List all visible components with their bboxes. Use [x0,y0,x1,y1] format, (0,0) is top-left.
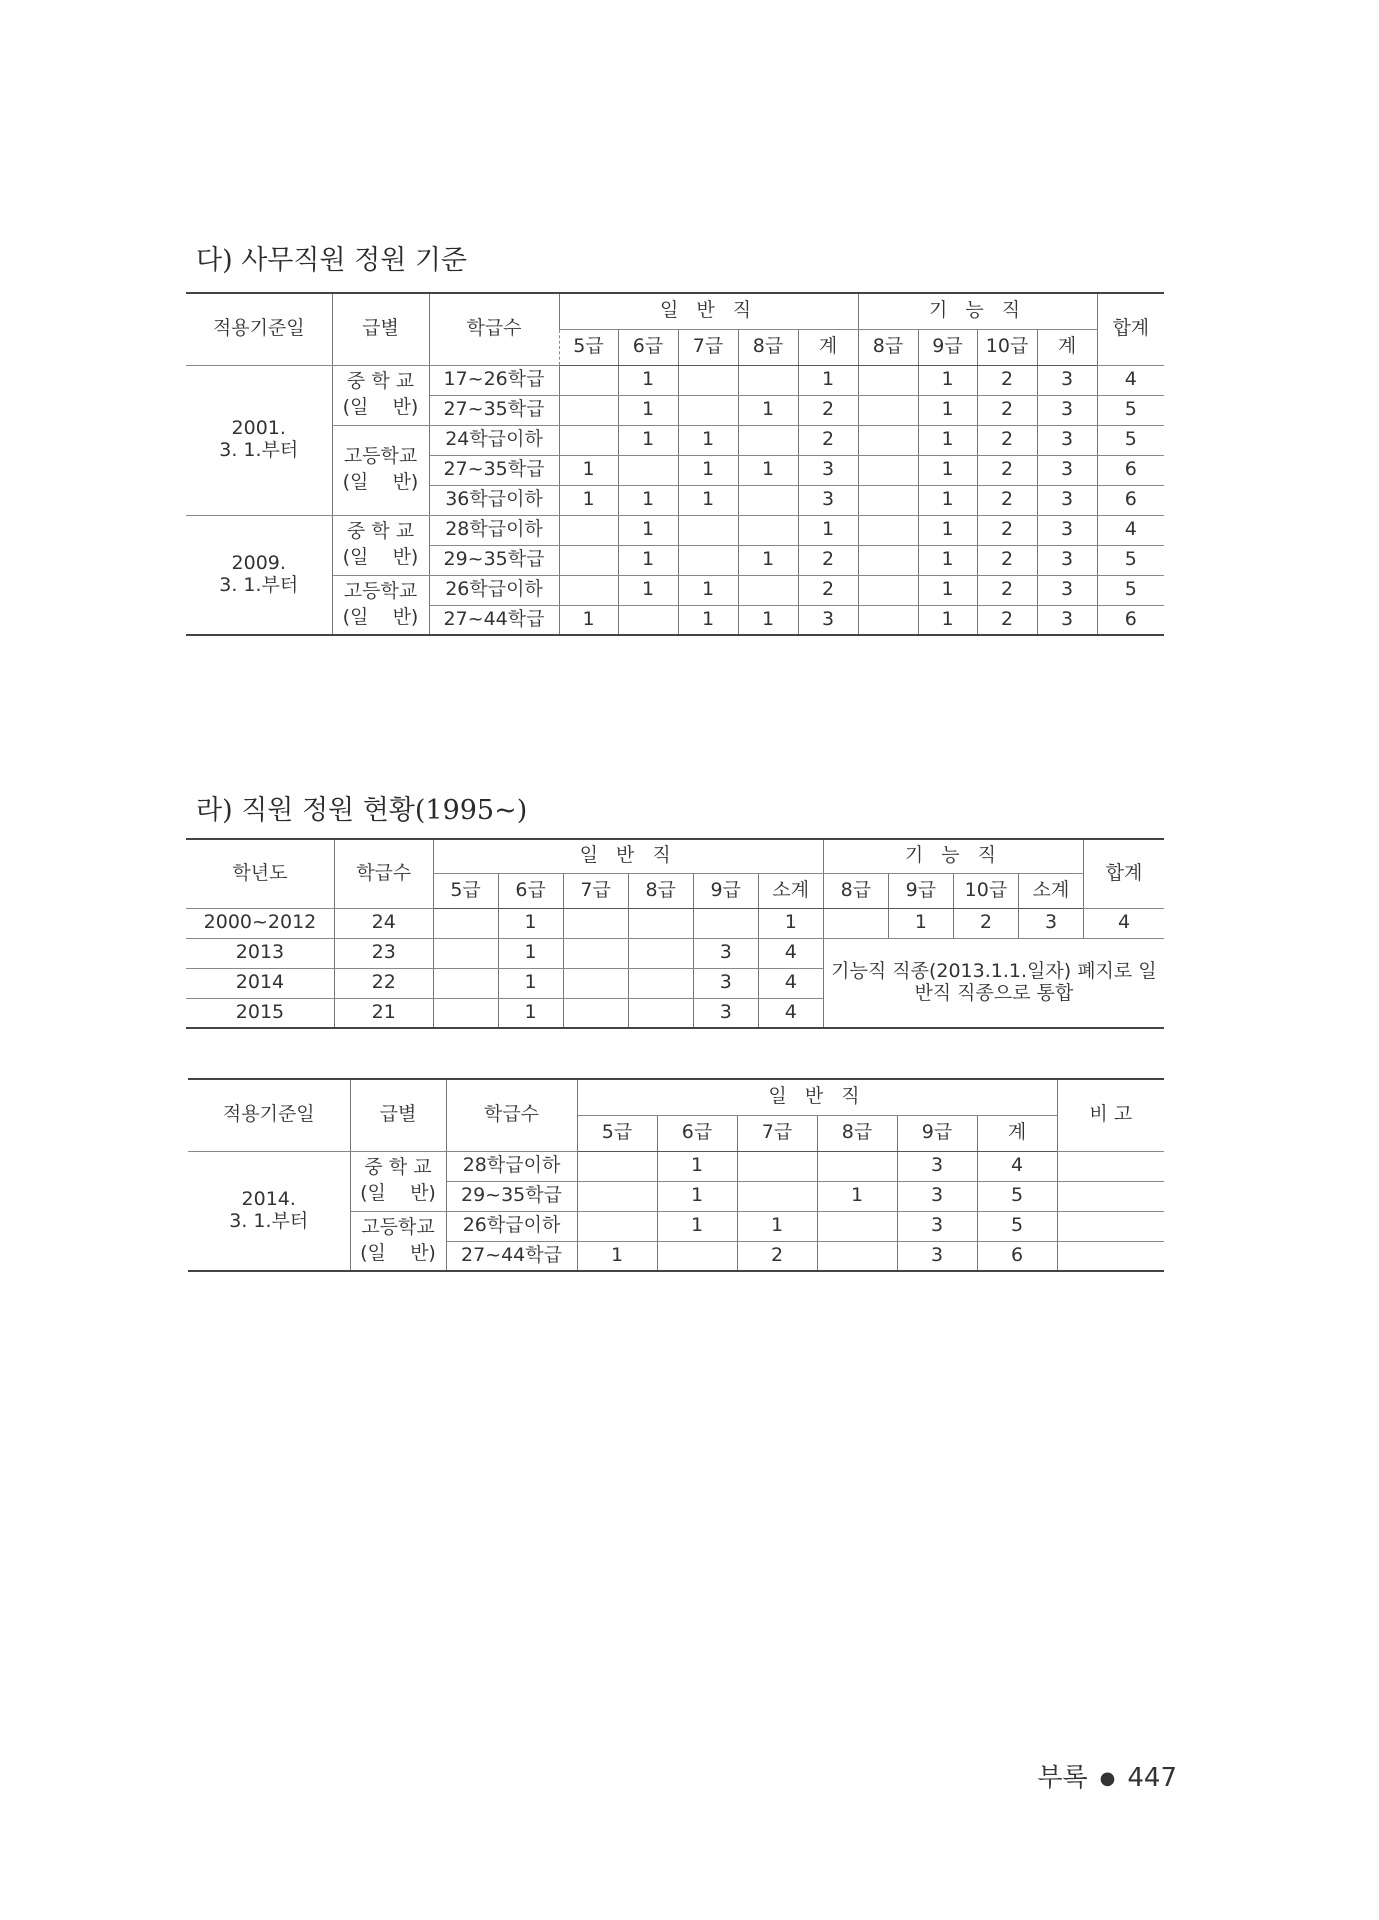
staffing-standard-2014-table [188,1078,1164,1272]
header-t-sum: 계 [1037,329,1097,365]
t8-cell [858,515,918,545]
header-t-sub: 소계 [1018,873,1083,908]
remark-cell [1057,1181,1164,1211]
t10-cell: 2 [953,908,1018,938]
header-t8: 8급 [823,873,888,908]
classes-cell: 27~35학급 [429,395,559,425]
g7-cell [737,1181,817,1211]
t9-cell: 1 [918,395,977,425]
g6-cell: 1 [498,938,563,968]
header-basis: 적용기준일 [186,293,332,365]
g5-cell [433,968,498,998]
total-cell: 6 [1097,605,1164,635]
header-g-sum: 계 [798,329,858,365]
t10-cell: 2 [977,395,1037,425]
classes-cell: 27~35학급 [429,455,559,485]
g9-cell: 3 [897,1211,977,1241]
g7-cell: 1 [678,425,738,455]
g-sum-cell: 2 [798,545,858,575]
header-g7: 7급 [563,873,628,908]
year-cell: 2000~2012 [186,908,334,938]
g-sum-cell: 5 [977,1211,1057,1241]
g8-cell [738,365,798,395]
total-cell: 5 [1097,575,1164,605]
g7-cell: 1 [678,455,738,485]
t8-cell [858,395,918,425]
g5-cell [577,1151,657,1181]
g6-cell: 1 [618,485,678,515]
section-title-da: 다) 사무직원 정원 기준 [196,245,468,276]
g9-cell: 3 [693,938,758,968]
header-g6: 6급 [618,329,678,365]
header-total: 합계 [1084,839,1164,908]
total-cell: 5 [1097,425,1164,455]
t9-cell: 1 [918,425,977,455]
t-sum-cell: 3 [1037,605,1097,635]
t8-cell [858,605,918,635]
header-general: 일 반 직 [577,1079,1057,1115]
g5-cell: 1 [559,605,618,635]
header-g6: 6급 [498,873,563,908]
classes-cell: 28학급이하 [446,1151,577,1181]
t-sub-cell: 3 [1018,908,1083,938]
g5-cell: 1 [577,1241,657,1271]
g9-cell: 3 [897,1181,977,1211]
header-grade: 급별 [332,293,429,365]
header-technical: 기 능 직 [823,839,1083,873]
g6-cell: 1 [618,395,678,425]
g9-cell: 3 [693,998,758,1028]
t8-cell [858,485,918,515]
classes-cell: 28학급이하 [429,515,559,545]
header-t9: 9급 [918,329,977,365]
g-sub-cell: 4 [758,968,823,998]
g-sub-cell: 4 [758,938,823,968]
g5-cell [559,545,618,575]
g8-cell: 1 [738,455,798,485]
header-t10: 10급 [953,873,1018,908]
table-row [186,575,1164,605]
grade-cell: 중 학 교 (일 반) [332,515,429,575]
header-g8: 8급 [628,873,693,908]
classes-cell: 27~44학급 [429,605,559,635]
g7-cell [678,515,738,545]
classes-cell: 24 [334,908,433,938]
classes-cell: 26학급이하 [429,575,559,605]
grade-cell: 고등학교 (일 반) [332,425,429,515]
g6-cell: 1 [498,968,563,998]
header-g8: 8급 [738,329,798,365]
t9-cell: 1 [918,365,977,395]
g7-cell [678,395,738,425]
g-sum-cell: 2 [798,575,858,605]
g5-cell [559,365,618,395]
classes-cell: 29~35학급 [446,1181,577,1211]
g7-cell [678,545,738,575]
g5-cell [577,1211,657,1241]
g6-cell [618,605,678,635]
g8-cell [817,1241,897,1271]
header-classes: 학급수 [446,1079,577,1151]
t9-cell: 1 [918,575,977,605]
header-total: 합계 [1097,293,1164,365]
t-sum-cell: 3 [1037,485,1097,515]
total-cell: 6 [1097,485,1164,515]
t9-cell: 1 [918,515,977,545]
header-year: 학년도 [186,839,334,908]
g-sum-cell: 5 [977,1181,1057,1211]
g-sum-cell: 3 [798,455,858,485]
g-sub-cell: 1 [758,908,823,938]
g8-cell [817,1211,897,1241]
t8-cell [858,425,918,455]
total-cell: 4 [1084,908,1164,938]
t9-cell: 1 [918,485,977,515]
t10-cell: 2 [977,605,1037,635]
table-row [186,515,1164,545]
g9-cell: 3 [897,1151,977,1181]
header-g5: 5급 [433,873,498,908]
g8-cell [738,425,798,455]
merge-note: 기능직 직종(2013.1.1.일자) 폐지로 일반직 직종으로 통합 [823,938,1164,1028]
g9-cell: 3 [693,968,758,998]
total-cell: 5 [1097,395,1164,425]
classes-cell: 21 [334,998,433,1028]
g7-cell [737,1151,817,1181]
g8-cell [628,938,693,968]
g9-cell: 3 [897,1241,977,1271]
classes-cell: 23 [334,938,433,968]
g6-cell: 1 [498,998,563,1028]
t9-cell: 1 [918,605,977,635]
t-sum-cell: 3 [1037,515,1097,545]
g7-cell: 2 [737,1241,817,1271]
g-sum-cell: 2 [798,395,858,425]
page-footer [1037,1757,1177,1794]
t8-cell [858,365,918,395]
header-g-sub: 소계 [758,873,823,908]
g-sum-cell: 3 [798,485,858,515]
t10-cell: 2 [977,425,1037,455]
g5-cell [433,998,498,1028]
classes-cell: 24학급이하 [429,425,559,455]
g5-cell [433,908,498,938]
header-grade: 급별 [350,1079,446,1151]
g-sum-cell: 4 [977,1151,1057,1181]
header-g9: 9급 [897,1115,977,1151]
header-g-sum: 계 [977,1115,1057,1151]
t-sum-cell: 3 [1037,455,1097,485]
bullet-icon: ● [1099,1768,1116,1789]
g8-cell [628,998,693,1028]
g-sum-cell: 1 [798,365,858,395]
classes-cell: 36학급이하 [429,485,559,515]
g5-cell [559,575,618,605]
g5-cell [433,938,498,968]
remark-cell [1057,1151,1164,1181]
g5-cell [577,1181,657,1211]
g8-cell [738,575,798,605]
g7-cell [563,968,628,998]
g7-cell: 1 [678,485,738,515]
table-row [188,1151,1164,1181]
t-sum-cell: 3 [1037,425,1097,455]
classes-cell: 27~44학급 [446,1241,577,1271]
grade-cell: 중 학 교 (일 반) [332,365,429,425]
staffing-standard-table [186,292,1164,636]
header-g5: 5급 [559,329,618,365]
header-g7: 7급 [737,1115,817,1151]
t-sum-cell: 3 [1037,365,1097,395]
footer-section: 부록 [1037,1763,1088,1793]
basis-cell: 2014. 3. 1.부터 [188,1151,350,1271]
t10-cell: 2 [977,575,1037,605]
g6-cell: 1 [657,1181,737,1211]
t9-cell: 1 [888,908,953,938]
g6-cell: 1 [657,1151,737,1181]
t8-cell [858,575,918,605]
header-g9: 9급 [693,873,758,908]
g8-cell: 1 [738,605,798,635]
t9-cell: 1 [918,455,977,485]
g-sum-cell: 2 [798,425,858,455]
remark-cell [1057,1211,1164,1241]
g6-cell: 1 [618,575,678,605]
header-t8: 8급 [858,329,918,365]
table-row [186,908,1164,938]
t8-cell [858,455,918,485]
table-row [186,365,1164,395]
table-row [186,938,1164,968]
g5-cell [559,425,618,455]
g6-cell: 1 [498,908,563,938]
g-sub-cell: 4 [758,998,823,1028]
section-title-ra: 라) 직원 정원 현황(1995~) [196,795,528,826]
g-sum-cell: 1 [798,515,858,545]
header-g8: 8급 [817,1115,897,1151]
g8-cell: 1 [817,1181,897,1211]
g6-cell: 1 [618,515,678,545]
g7-cell: 1 [678,605,738,635]
header-t10: 10급 [977,329,1037,365]
g6-cell: 1 [657,1211,737,1241]
g-sum-cell: 6 [977,1241,1057,1271]
classes-cell: 29~35학급 [429,545,559,575]
g7-cell: 1 [737,1211,817,1241]
grade-cell: 중 학 교 (일 반) [350,1151,446,1211]
header-general: 일 반 직 [433,839,823,873]
g7-cell [678,365,738,395]
header-g6: 6급 [657,1115,737,1151]
t10-cell: 2 [977,365,1037,395]
g5-cell: 1 [559,485,618,515]
header-g5: 5급 [577,1115,657,1151]
header-general: 일 반 직 [559,293,858,329]
g6-cell [618,455,678,485]
page-number: 447 [1127,1763,1177,1793]
classes-cell: 17~26학급 [429,365,559,395]
remark-cell [1057,1241,1164,1271]
year-cell: 2014 [186,968,334,998]
table-row [186,425,1164,455]
classes-cell: 22 [334,968,433,998]
g8-cell [628,968,693,998]
grade-cell: 고등학교 (일 반) [350,1211,446,1271]
g7-cell [563,908,628,938]
g7-cell [563,998,628,1028]
g8-cell: 1 [738,545,798,575]
total-cell: 5 [1097,545,1164,575]
g6-cell: 1 [618,365,678,395]
g5-cell [559,395,618,425]
t8-cell [823,908,888,938]
grade-cell: 고등학교 (일 반) [332,575,429,635]
header-t9: 9급 [888,873,953,908]
g5-cell [559,515,618,545]
basis-cell: 2001. 3. 1.부터 [186,365,332,515]
g8-cell: 1 [738,395,798,425]
t-sum-cell: 3 [1037,545,1097,575]
total-cell: 4 [1097,365,1164,395]
total-cell: 4 [1097,515,1164,545]
classes-cell: 26학급이하 [446,1211,577,1241]
header-classes: 학급수 [429,293,559,365]
g8-cell [817,1151,897,1181]
year-cell: 2015 [186,998,334,1028]
g8-cell [738,515,798,545]
g6-cell: 1 [618,425,678,455]
header-remark: 비 고 [1057,1079,1164,1151]
g8-cell [628,908,693,938]
t10-cell: 2 [977,485,1037,515]
t-sum-cell: 3 [1037,575,1097,605]
g6-cell [657,1241,737,1271]
t10-cell: 2 [977,515,1037,545]
header-g7: 7급 [678,329,738,365]
staff-status-table [186,838,1164,1029]
header-classes: 학급수 [334,839,433,908]
g-sum-cell: 3 [798,605,858,635]
t-sum-cell: 3 [1037,395,1097,425]
total-cell: 6 [1097,455,1164,485]
g7-cell [563,938,628,968]
basis-cell: 2009. 3. 1.부터 [186,515,332,635]
header-technical: 기 능 직 [858,293,1097,329]
g7-cell: 1 [678,575,738,605]
g5-cell: 1 [559,455,618,485]
g6-cell: 1 [618,545,678,575]
year-cell: 2013 [186,938,334,968]
header-basis: 적용기준일 [188,1079,350,1151]
t8-cell [858,545,918,575]
g9-cell [693,908,758,938]
g8-cell [738,485,798,515]
t10-cell: 2 [977,455,1037,485]
t10-cell: 2 [977,545,1037,575]
t9-cell: 1 [918,545,977,575]
